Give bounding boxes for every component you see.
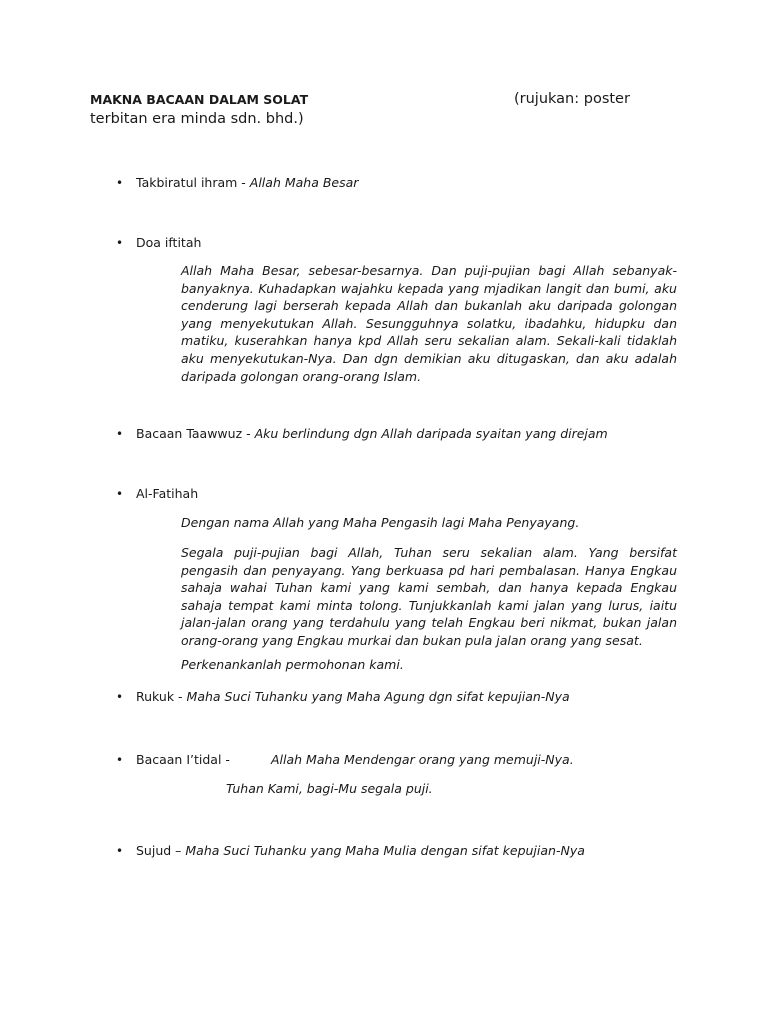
list-item-sujud: [116, 843, 585, 858]
item-label: Rukuk -: [136, 689, 187, 704]
bullet-icon: •: [116, 427, 124, 441]
itidal-meaning-2: Tuhan Kami, bagi-Mu segala puji.: [226, 781, 433, 796]
bullet-icon: •: [116, 236, 124, 250]
list-item-iftitah: [116, 235, 201, 250]
fatihah-text: Segala puji-pujian bagi Allah, Tuhan seru sekalian alam. Yang bersifat pengasih dan penyayang. Yang berkuasa pd hari pembalasan. Hanya Engkau sahaja wahai Tuhan kami yang kami sembah, dan hanya kepada Engkau sahaja tempat kami minta tolong. Tunjukkanlah kami jalan yang lurus, iaitu jalan-jalan orang yang terdahulu yang telah Engkau beri nikmat, bukan jalan orang-orang yang Engkau murkai dan bukan pula jalan orang yang sesat.: [181, 545, 677, 648]
document-title: MAKNA BACAAN DALAM SOLAT: [90, 92, 309, 107]
list-item-fatihah: [116, 486, 198, 501]
item-label: Sujud –: [136, 843, 186, 858]
item-label: Doa iftitah: [136, 235, 202, 250]
reference-note-part2: terbitan era minda sdn. bhd.): [90, 111, 304, 127]
item-meaning: Maha Suci Tuhanku yang Maha Agung dgn sifat kepujian-Nya: [186, 689, 570, 704]
fatihah-basmalah: Dengan nama Allah yang Maha Pengasih lagi Maha Penyayang.: [181, 515, 580, 530]
list-item-taawwuz: [116, 426, 608, 441]
bullet-icon: •: [116, 690, 124, 704]
item-label: Bacaan I’tidal -: [136, 752, 230, 767]
item-meaning: Aku berlindung dgn Allah daripada syaitan yang direjam: [254, 426, 608, 441]
item-meaning: Allah Maha Besar: [249, 175, 359, 190]
bullet-icon: •: [116, 844, 124, 858]
item-meaning: Maha Suci Tuhanku yang Maha Mulia dengan sifat kepujian-Nya: [185, 843, 585, 858]
reference-note-part1: (rujukan: poster: [514, 91, 630, 107]
item-label: Bacaan Taawwuz -: [136, 426, 255, 441]
bullet-icon: •: [116, 753, 124, 767]
fatihah-closing: Perkenankanlah permohonan kami.: [181, 657, 404, 672]
list-item-rukuk: [116, 689, 570, 704]
item-label: Al-Fatihah: [136, 486, 199, 501]
iftitah-text: Allah Maha Besar, sebesar-besarnya. Dan puji-pujian bagi Allah sebanyak-banyaknya. Kuhadapkan wajahku kepada yang mjadikan langit dan bumi, aku cenderung lagi berserah kepada Allah dan bukanlah aku daripada golongan yang menyekutukan Allah. Sesungguhnya solatku, ibadahku, hidupku dan matiku, kuserahkan hanya kpd Allah seru sekalian alam. Sekali-kali tidaklah aku menyekutukan-Nya. Dan dgn demikian aku ditugaskan, dan aku adalah daripada golongan orang-orang Islam.: [181, 263, 677, 384]
item-label: Takbiratul ihram -: [136, 175, 250, 190]
bullet-icon: •: [116, 176, 124, 190]
list-item-itidal: [116, 752, 230, 767]
itidal-meaning-1: Allah Maha Mendengar orang yang memuji-Nya.: [271, 752, 574, 767]
bullet-icon: •: [116, 487, 124, 501]
list-item-takbir: [116, 175, 358, 190]
